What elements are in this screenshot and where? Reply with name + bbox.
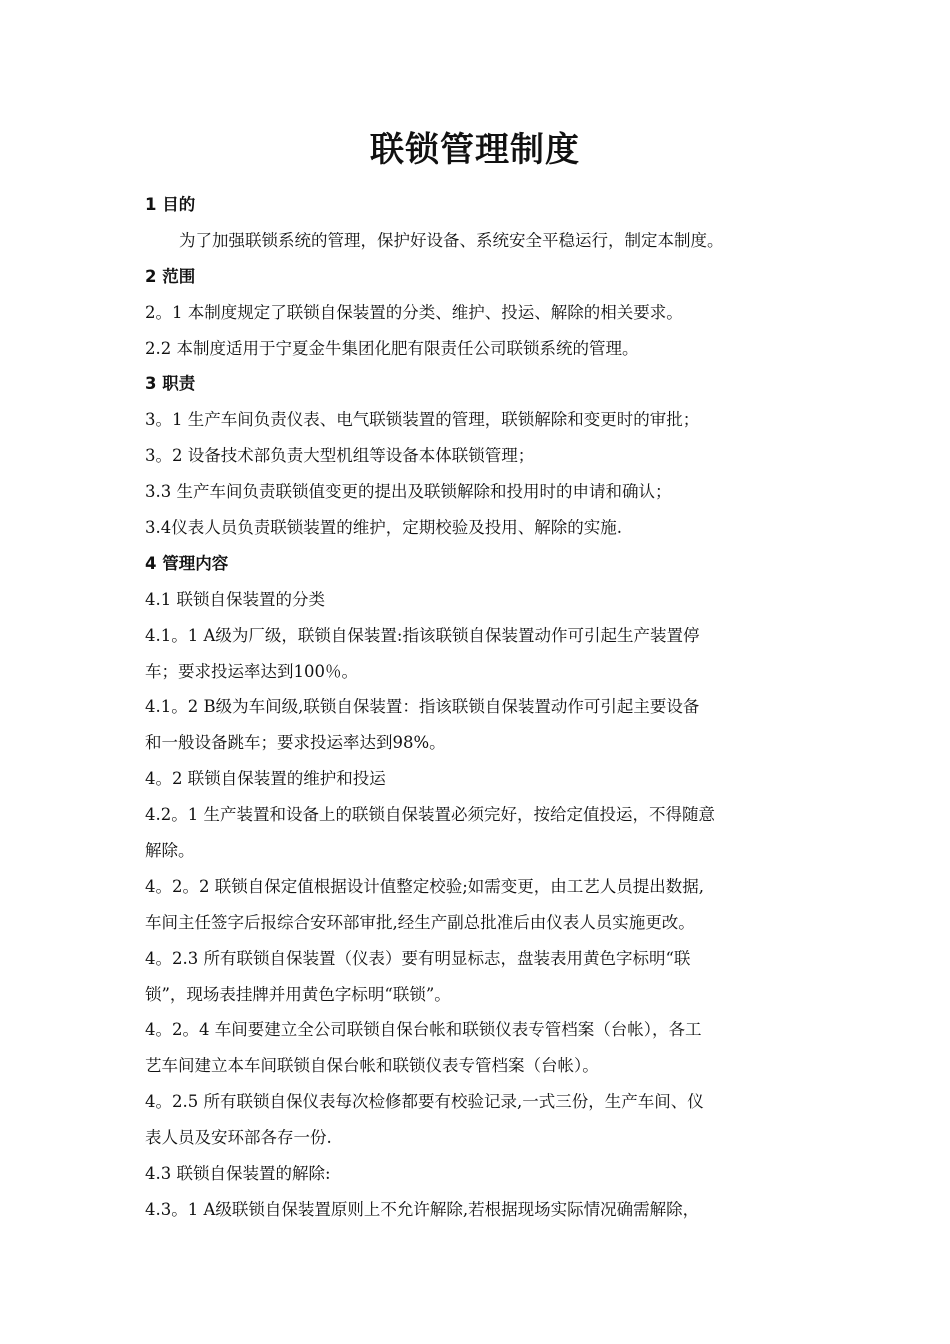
paragraph-line: 表人员及安环部各存一份.	[145, 1128, 332, 1148]
paragraph-line: 解除。	[145, 841, 195, 861]
paragraph-line: 4.3 联锁自保装置的解除:	[145, 1164, 331, 1184]
paragraph-line: 为了加强联锁系统的管理，保护好设备、系统安全平稳运行，制定本制度。	[179, 230, 724, 250]
paragraph-line: 4。2.3 所有联锁自保装置（仪表）要有明显标志，盘装表用黄色字标明“联	[145, 948, 691, 968]
section-heading: 4 管理内容	[145, 553, 229, 573]
section-heading: 3 职责	[145, 374, 196, 394]
paragraph-line: 4。2。2 联锁自保定值根据设计值整定校验;如需变更，由工艺人员提出数据,	[145, 876, 705, 896]
paragraph-line: 4.1。1 A级为厂级，联锁自保装置:指该联锁自保装置动作可引起生产装置停	[145, 625, 700, 645]
paragraph-line: 2。1 本制度规定了联锁自保装置的分类、维护、投运、解除的相关要求。	[145, 302, 683, 322]
paragraph-line: 3.3 生产车间负责联锁值变更的提出及联锁解除和投用时的申请和确认；	[145, 482, 672, 502]
paragraph-line: 3。2 设备技术部负责大型机组等设备本体联锁管理；	[145, 446, 535, 466]
paragraph-line: 4.1。2 B级为车间级,联锁自保装置：指该联锁自保装置动作可引起主要设备	[145, 697, 700, 717]
paragraph-line: 和一般设备跳车；要求投运率达到98%。	[145, 733, 446, 753]
paragraph-line: 4.2。1 生产装置和设备上的联锁自保装置必须完好，按给定值投运，不得随意	[145, 805, 715, 825]
paragraph-line: 4。2 联锁自保装置的维护和投运	[145, 769, 386, 789]
paragraph-line: 2.2 本制度适用于宁夏金牛集团化肥有限责任公司联锁系统的管理。	[145, 338, 639, 358]
paragraph-line: 4。2。4 车间要建立全公司联锁自保台帐和联锁仪表专管档案（台帐），各工	[145, 1020, 702, 1040]
paragraph-line: 3.4仪表人员负责联锁装置的维护，定期校验及投用、解除的实施.	[145, 518, 622, 538]
paragraph-line: 4。2.5 所有联锁自保仪表每次检修都要有校验记录,一式三份，生产车间、仪	[145, 1092, 704, 1112]
section-heading: 1 目的	[145, 195, 196, 214]
paragraph-line: 3。1 生产车间负责仪表、电气联锁装置的管理，联锁解除和变更时的审批；	[145, 410, 700, 430]
paragraph-line: 车间主任签字后报综合安环部审批,经生产副总批准后由仪表人员实施更改。	[145, 912, 695, 932]
paragraph-line: 4.1 联锁自保装置的分类	[145, 589, 325, 609]
paragraph-line: 车；要求投运率达到100％。	[145, 661, 358, 681]
document-body	[145, 187, 810, 1228]
paragraph-line: 艺车间建立本车间联锁自保台帐和联锁仪表专管档案（台帐）。	[145, 1056, 599, 1076]
section-heading: 2 范围	[145, 266, 196, 286]
paragraph-line: 锁”，现场表挂牌并用黄色字标明“联锁”。	[145, 984, 451, 1004]
document-title: 联锁管理制度	[370, 130, 580, 170]
paragraph-line: 4.3。1 A级联锁自保装置原则上不允许解除,若根据现场实际情况确需解除，	[145, 1199, 700, 1219]
